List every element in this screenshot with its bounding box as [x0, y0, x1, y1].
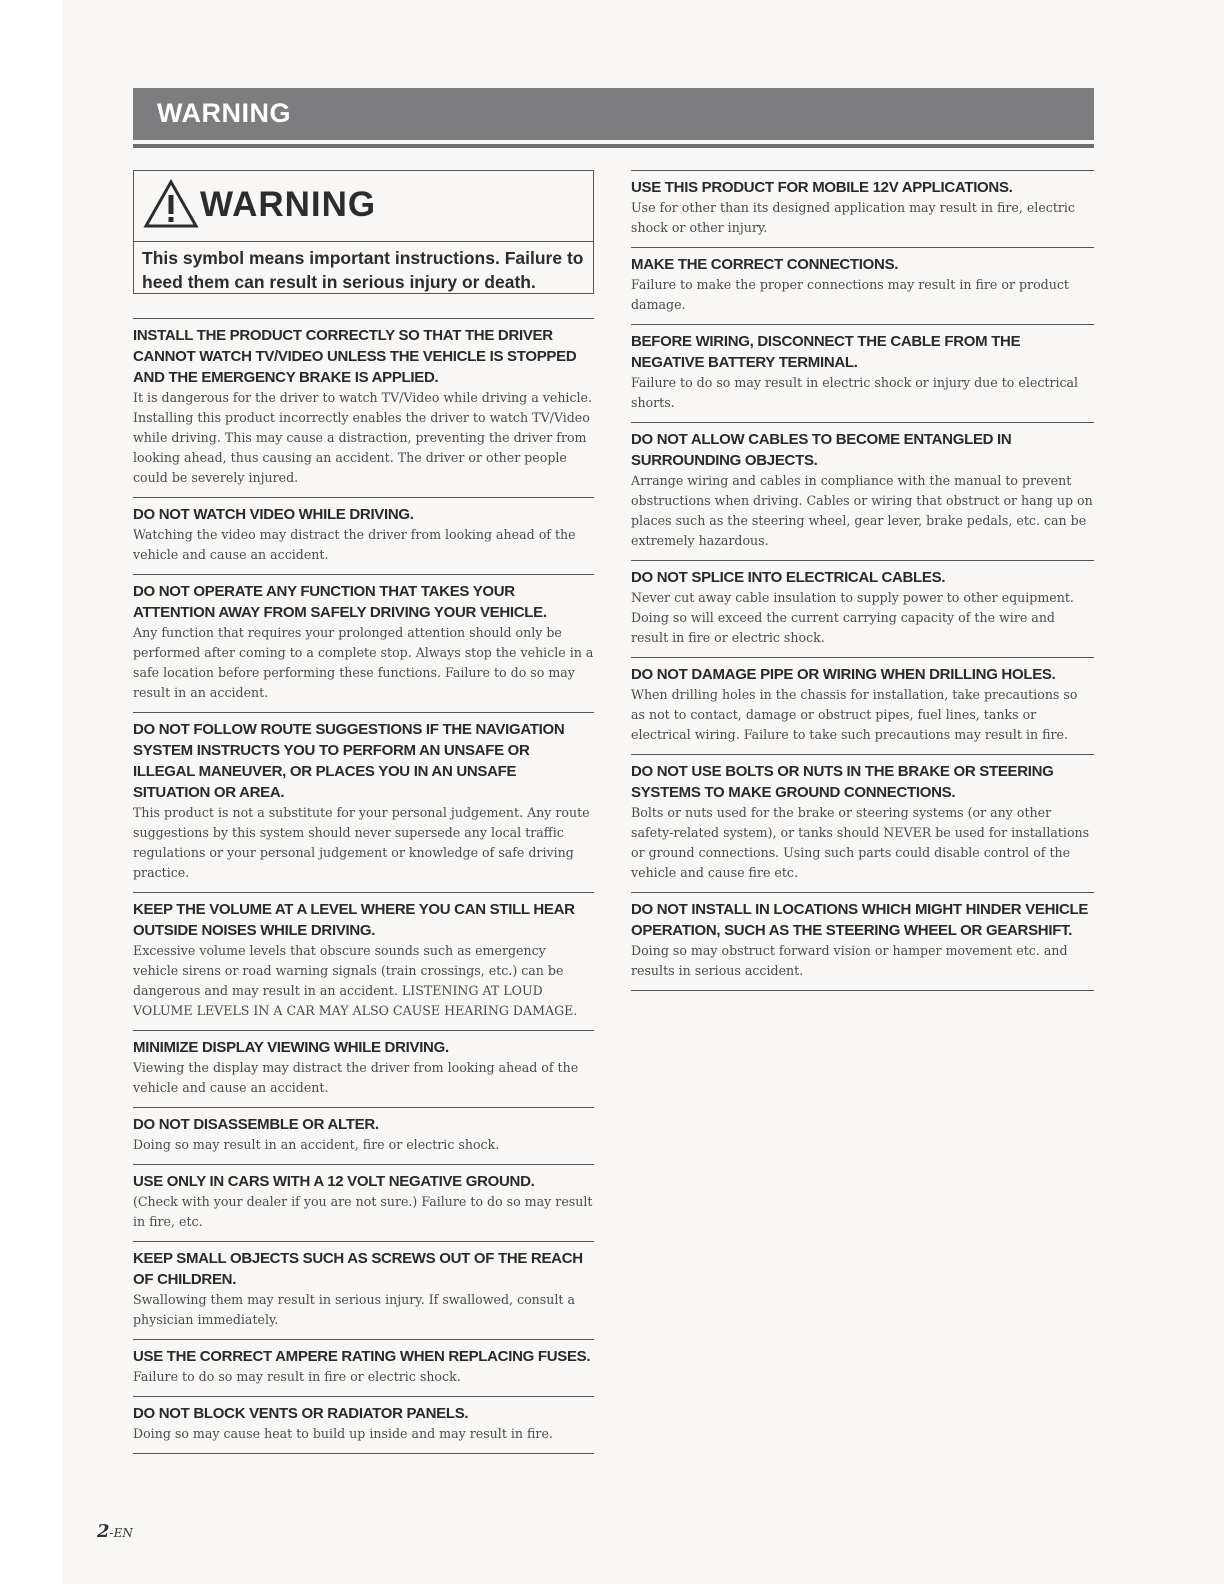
left-column — [133, 170, 594, 1454]
warning-heading: DO NOT SPLICE INTO ELECTRICAL CABLES. — [631, 569, 946, 586]
warning-body: When drilling holes in the chassis for installation, take precautions so as not to contact, damage or obstruct pipes, fuel lines, tanks or electrical wiring. Failure to take such precautions may result in fire. — [631, 687, 1078, 742]
warning-body: Viewing the display may distract the driver from looking ahead of the vehicle and cause an accident. — [133, 1060, 579, 1095]
warning-body: Doing so may cause heat to build up inside and may result in fire. — [133, 1426, 553, 1441]
warning-heading: DO NOT BLOCK VENTS OR RADIATOR PANELS. — [133, 1405, 469, 1422]
warning-heading: USE THE CORRECT AMPERE RATING WHEN REPLACING FUSES. — [133, 1348, 591, 1365]
warning-heading: DO NOT FOLLOW ROUTE SUGGESTIONS IF THE NAVIGATION SYSTEM INSTRUCTS YOU TO PERFORM AN UNSAFE OR ILLEGAL MANEUVER, OR PLACES YOU IN AN UNSAFE SITUATION OR AREA. — [133, 721, 565, 801]
section-title: WARNING — [157, 98, 291, 128]
warning-heading: DO NOT OPERATE ANY FUNCTION THAT TAKES YOUR ATTENTION AWAY FROM SAFELY DRIVING YOUR VEHICLE. — [133, 583, 547, 621]
warning-heading: KEEP THE VOLUME AT A LEVEL WHERE YOU CAN STILL HEAR OUTSIDE NOISES WHILE DRIVING. — [133, 901, 575, 939]
warning-heading: BEFORE WIRING, DISCONNECT THE CABLE FROM THE NEGATIVE BATTERY TERMINAL. — [631, 333, 1021, 371]
warning-item — [133, 574, 594, 712]
warning-item — [133, 1107, 594, 1164]
warning-body: Watching the video may distract the driver from looking ahead of the vehicle and cause an accident. — [133, 527, 576, 562]
warning-item — [631, 247, 1094, 324]
warning-description: This symbol means important instructions. Failure to heed them can result in serious injury or death. — [134, 241, 593, 293]
warning-item — [631, 892, 1094, 990]
warning-body: Arrange wiring and cables in compliance with the manual to prevent obstructions when driving. Cables or wiring that obstruct or hang up on places such as the steering wheel, gear lever, brake pedals, etc. can be extremely hazardous. — [631, 473, 1093, 548]
warning-item — [133, 1030, 594, 1107]
right-end-rule — [631, 990, 1094, 991]
warning-item — [133, 1164, 594, 1241]
left-end-rule — [133, 1453, 594, 1454]
warning-heading: DO NOT USE BOLTS OR NUTS IN THE BRAKE OR STEERING SYSTEMS TO MAKE GROUND CONNECTIONS. — [631, 763, 1054, 801]
warning-heading: USE THIS PRODUCT FOR MOBILE 12V APPLICATIONS. — [631, 179, 1013, 196]
warning-item — [631, 560, 1094, 657]
warning-body: Doing so may result in an accident, fire or electric shock. — [133, 1137, 500, 1152]
warning-item — [133, 497, 594, 574]
warning-item — [133, 1241, 594, 1339]
warning-heading: MINIMIZE DISPLAY VIEWING WHILE DRIVING. — [133, 1039, 449, 1056]
warning-heading: KEEP SMALL OBJECTS SUCH AS SCREWS OUT OF THE REACH OF CHILDREN. — [133, 1250, 583, 1288]
warning-item — [631, 754, 1094, 892]
warning-body: Excessive volume levels that obscure sounds such as emergency vehicle sirens or road warning signals (train crossings, etc.) can be dangerous and may result in an accident. LISTENING AT LOUD VOLUME LEVELS IN A CAR MAY ALSO CAUSE HEARING DAMAGE. — [133, 943, 578, 1018]
warning-body: Swallowing them may result in serious injury. If swallowed, consult a physician immediately. — [133, 1292, 575, 1327]
warning-item — [133, 1396, 594, 1453]
warning-heading: MAKE THE CORRECT CONNECTIONS. — [631, 256, 899, 273]
page-number-value: 2 — [97, 1521, 110, 1542]
warning-body: Failure to make the proper connections may result in fire or product damage. — [631, 277, 1069, 312]
warning-item — [133, 318, 594, 497]
page-margin — [0, 0, 62, 1584]
warning-item — [133, 892, 594, 1030]
warning-body: Doing so may obstruct forward vision or hamper movement etc. and results in serious accident. — [631, 943, 1068, 978]
warning-heading: DO NOT INSTALL IN LOCATIONS WHICH MIGHT HINDER VEHICLE OPERATION, SUCH AS THE STEERING WHEEL OR GEARSHIFT. — [631, 901, 1089, 939]
warning-body: Never cut away cable insulation to supply power to other equipment. Doing so will exceed the current carrying capacity of the wire and result in fire or electric shock. — [631, 590, 1074, 645]
left-warning-list — [133, 318, 594, 1453]
page-number — [97, 1521, 133, 1542]
warning-item — [631, 324, 1094, 422]
warning-body: This product is not a substitute for your personal judgement. Any route suggestions by this system should never supersede any local traffic regulations or your personal judgement or knowledge of safe driving practice. — [133, 805, 590, 880]
warning-item — [631, 657, 1094, 754]
banner-rule — [133, 144, 1094, 148]
warning-body: Bolts or nuts used for the brake or steering systems (or any other safety-related system), or tanks should NEVER be used for installations or ground connections. Using such parts could disable control of the vehicle and cause fire etc. — [631, 805, 1090, 880]
warning-body: Any function that requires your prolonged attention should only be performed after coming to a complete stop. Always stop the vehicle in a safe location before performing these functions. Failure to do so may result in an accident. — [133, 625, 594, 700]
section-banner — [133, 88, 1094, 140]
warning-body: (Check with your dealer if you are not sure.) Failure to do so may result in fire, etc. — [133, 1194, 593, 1229]
right-column — [631, 170, 1094, 991]
warning-word: WARNING — [200, 185, 377, 224]
warning-body: Failure to do so may result in electric shock or injury due to electrical shorts. — [631, 375, 1079, 410]
warning-heading: DO NOT DAMAGE PIPE OR WIRING WHEN DRILLING HOLES. — [631, 666, 1056, 683]
warning-item — [133, 1339, 594, 1396]
warning-header — [134, 171, 593, 241]
warning-item — [631, 422, 1094, 560]
page-number-suffix: -EN — [109, 1526, 133, 1540]
warning-body: Use for other than its designed application may result in fire, electric shock or other injury. — [631, 200, 1075, 235]
warning-heading: DO NOT WATCH VIDEO WHILE DRIVING. — [133, 506, 414, 523]
warning-heading: DO NOT DISASSEMBLE OR ALTER. — [133, 1116, 379, 1133]
warning-symbol-box — [133, 170, 594, 294]
warning-heading: USE ONLY IN CARS WITH A 12 VOLT NEGATIVE GROUND. — [133, 1173, 535, 1190]
warning-heading: INSTALL THE PRODUCT CORRECTLY SO THAT THE DRIVER CANNOT WATCH TV/VIDEO UNLESS THE VEHICLE IS STOPPED AND THE EMERGENCY BRAKE IS APPLIED. — [133, 327, 577, 386]
warning-item — [631, 170, 1094, 247]
right-warning-list — [631, 170, 1094, 990]
warning-body: It is dangerous for the driver to watch TV/Video while driving a vehicle. Installing this product incorrectly enables the driver to watch TV/Video while driving. This may cause a distraction, preventing the driver from looking ahead, thus causing an accident. The driver or other people could be severely injured. — [133, 390, 592, 485]
warning-triangle-icon — [143, 179, 199, 229]
warning-item — [133, 712, 594, 892]
warning-body: Failure to do so may result in fire or electric shock. — [133, 1369, 461, 1384]
warning-heading: DO NOT ALLOW CABLES TO BECOME ENTANGLED IN SURROUNDING OBJECTS. — [631, 431, 1012, 469]
